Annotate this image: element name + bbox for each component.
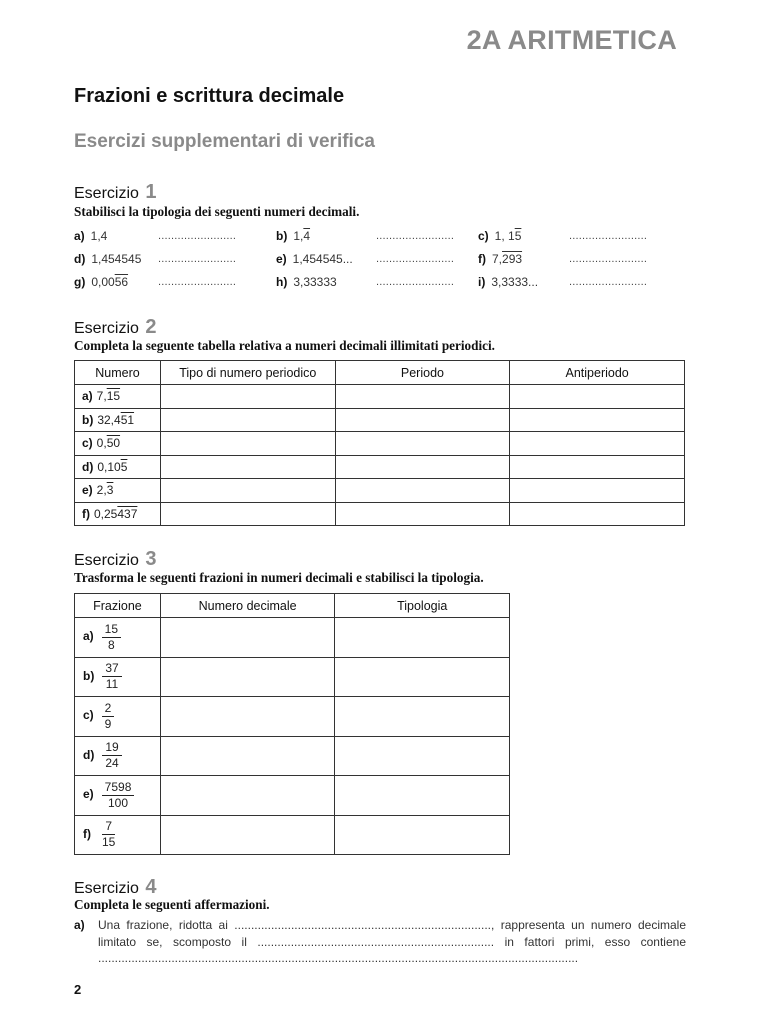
exercise-3-instruction: Trasforma le seguenti frazioni in numeri decimali e stabilisci la tipologia. xyxy=(74,570,484,585)
period-cell xyxy=(335,455,510,479)
denominator: 9 xyxy=(104,716,112,731)
decimal-cell xyxy=(160,657,335,697)
row-label: f) xyxy=(82,506,90,521)
exercise-number: 2 xyxy=(145,316,157,338)
row-label: c) xyxy=(83,708,94,723)
table-row xyxy=(75,736,510,776)
answer-blank: ........................ xyxy=(376,276,455,288)
decimal-value: 1, xyxy=(293,229,304,243)
decimal-value: 7, xyxy=(492,252,503,266)
exercise-1-item xyxy=(74,275,128,289)
period-cell xyxy=(335,479,510,503)
item-label: e) xyxy=(276,252,287,266)
decimal-value: 0,00 xyxy=(91,275,115,289)
answer-blank: ........................ xyxy=(158,230,237,242)
fraction xyxy=(102,780,135,811)
fraction-cell xyxy=(75,815,161,855)
numerator: 7598 xyxy=(102,780,135,796)
section-title: Frazioni e scrittura decimale xyxy=(74,85,345,107)
type-cell xyxy=(160,432,335,456)
exercise-3-table xyxy=(74,593,510,855)
number-cell xyxy=(75,385,161,409)
repeating-period: 56 xyxy=(114,275,129,289)
table-row xyxy=(75,657,510,697)
decimal-value: 1,4 xyxy=(90,229,108,243)
item-label: a) xyxy=(74,918,85,932)
exercise-label: Esercizio xyxy=(74,320,139,337)
exercise-number: 1 xyxy=(145,181,157,203)
type-cell xyxy=(335,657,510,697)
type-cell xyxy=(335,697,510,737)
period-cell xyxy=(335,432,510,456)
exercise-3-heading xyxy=(74,548,156,571)
antiperiod-cell xyxy=(510,385,685,409)
row-label: d) xyxy=(83,747,95,762)
decimal-value: 7, xyxy=(96,389,107,404)
exercise-4-item-a xyxy=(74,917,686,967)
antiperiod-cell xyxy=(510,479,685,503)
decimal-value: 0,25 xyxy=(94,506,118,521)
fraction xyxy=(102,622,121,653)
answer-blank: ........................ xyxy=(569,276,648,288)
number-cell xyxy=(75,479,161,503)
exercise-1-item xyxy=(478,229,521,243)
number-cell xyxy=(75,408,161,432)
row-label: f) xyxy=(83,826,91,841)
exercise-1-item xyxy=(478,252,522,266)
type-cell xyxy=(160,385,335,409)
answer-blank: ........................ xyxy=(376,253,455,265)
exercise-1-item xyxy=(276,252,353,266)
answer-blank: ........................ xyxy=(158,276,237,288)
period-cell xyxy=(335,502,510,526)
exercise-1-item xyxy=(478,275,538,289)
denominator: 11 xyxy=(105,677,119,692)
table-row xyxy=(75,502,685,526)
row-label: e) xyxy=(83,787,94,802)
denominator: 15 xyxy=(102,835,116,850)
denominator: 100 xyxy=(108,795,129,810)
table-row xyxy=(75,479,685,503)
antiperiod-cell xyxy=(510,455,685,479)
exercise-1-item xyxy=(74,252,141,266)
decimal-value: 32,4 xyxy=(97,412,121,427)
numerator: 2 xyxy=(102,701,115,717)
table-row xyxy=(75,618,510,658)
decimal-value: 1,454545... xyxy=(292,252,353,266)
header-antiperiodo: Antiperiodo xyxy=(510,361,685,385)
type-cell xyxy=(335,618,510,658)
repeating-period: 15 xyxy=(106,389,121,404)
item-label: b) xyxy=(276,229,288,243)
table-row xyxy=(75,776,510,816)
subtitle: Esercizi supplementari di verifica xyxy=(74,131,375,152)
row-label: a) xyxy=(82,389,93,404)
type-cell xyxy=(335,776,510,816)
exercise-number: 3 xyxy=(145,548,157,570)
period-cell xyxy=(335,408,510,432)
row-label: a) xyxy=(83,629,94,644)
fraction xyxy=(102,661,121,692)
item-label: f) xyxy=(478,252,486,266)
type-cell xyxy=(335,815,510,855)
number-cell xyxy=(75,502,161,526)
numerator: 7 xyxy=(102,819,115,835)
item-label: h) xyxy=(276,275,288,289)
decimal-cell xyxy=(160,618,335,658)
denominator: 8 xyxy=(108,637,115,652)
answer-blank: ........................ xyxy=(158,253,237,265)
item-label: a) xyxy=(74,229,85,243)
header-numero: Numero xyxy=(75,361,161,385)
type-cell xyxy=(160,408,335,432)
exercise-label: Esercizio xyxy=(74,880,139,897)
fraction xyxy=(99,819,118,850)
exercise-2-instruction: Completa la seguente tabella relativa a numeri decimali illimitati periodici. xyxy=(74,338,495,353)
decimal-cell xyxy=(160,815,335,855)
row-label: b) xyxy=(83,668,95,683)
decimal-value: 1,454545 xyxy=(91,252,142,266)
exercise-4-heading xyxy=(74,876,156,899)
fraction-cell xyxy=(75,697,161,737)
header-tipo: Tipo di numero periodico xyxy=(160,361,335,385)
decimal-value: 3,33333 xyxy=(293,275,337,289)
fraction xyxy=(102,701,115,732)
item-label: g) xyxy=(74,275,86,289)
fraction-cell xyxy=(75,657,161,697)
exercise-number: 4 xyxy=(145,876,157,898)
repeating-period: 50 xyxy=(106,436,121,451)
denominator: 24 xyxy=(105,756,119,771)
fraction-cell xyxy=(75,776,161,816)
repeating-period: 5 xyxy=(514,229,522,243)
decimal-cell xyxy=(160,697,335,737)
table-row xyxy=(75,697,510,737)
antiperiod-cell xyxy=(510,432,685,456)
answer-blank: ........................ xyxy=(569,253,648,265)
decimal-value: 3,3333... xyxy=(491,275,539,289)
exercise-2-heading xyxy=(74,316,156,339)
exercise-1-heading xyxy=(74,181,156,204)
exercise-4-instruction: Completa le seguenti affermazioni. xyxy=(74,897,270,912)
decimal-value: 0,10 xyxy=(97,459,121,474)
numerator: 37 xyxy=(102,661,121,677)
numerator: 19 xyxy=(102,740,121,756)
page-number: 2 xyxy=(74,982,82,997)
exercise-1-instruction: Stabilisci la tipologia dei seguenti numeri decimali. xyxy=(74,204,360,219)
decimal-cell xyxy=(160,776,335,816)
fraction xyxy=(102,740,121,771)
table-row xyxy=(75,408,685,432)
number-cell xyxy=(75,455,161,479)
repeating-period: 3 xyxy=(106,483,114,498)
period-cell xyxy=(335,385,510,409)
item-label: i) xyxy=(478,275,486,289)
table-row xyxy=(75,815,510,855)
fraction-cell xyxy=(75,618,161,658)
repeating-period: 4 xyxy=(303,229,311,243)
row-label: d) xyxy=(82,459,94,474)
decimal-value: 0, xyxy=(96,436,107,451)
item-text: Una frazione, ridotta ai ............................................................................., rappresenta un numero decimale limitato se, scomposto il ....................................................................... in fattori primi, esso contiene ................................................................................................................................................ xyxy=(98,918,686,965)
table-row xyxy=(75,455,685,479)
antiperiod-cell xyxy=(510,408,685,432)
exercise-1-item xyxy=(74,229,107,243)
header-tipologia: Tipologia xyxy=(335,594,510,618)
header-periodo: Periodo xyxy=(335,361,510,385)
exercise-1-item xyxy=(276,229,310,243)
number-cell xyxy=(75,432,161,456)
type-cell xyxy=(160,502,335,526)
repeating-period: 293 xyxy=(502,252,523,266)
repeating-period: 51 xyxy=(120,412,135,427)
numerator: 15 xyxy=(102,622,121,638)
row-label: e) xyxy=(82,483,93,498)
decimal-value: 1, 1 xyxy=(494,229,515,243)
exercise-1-item xyxy=(276,275,337,289)
type-cell xyxy=(335,736,510,776)
item-label: d) xyxy=(74,252,86,266)
decimal-value: 2, xyxy=(96,483,107,498)
antiperiod-cell xyxy=(510,502,685,526)
type-cell xyxy=(160,455,335,479)
item-label: c) xyxy=(478,229,489,243)
exercise-label: Esercizio xyxy=(74,552,139,569)
answer-blank: ........................ xyxy=(376,230,455,242)
table-row xyxy=(75,385,685,409)
header-numero-decimale: Numero decimale xyxy=(160,594,335,618)
decimal-cell xyxy=(160,736,335,776)
repeating-period: 5 xyxy=(120,459,128,474)
chapter-title: 2A ARITMETICA xyxy=(466,25,677,55)
repeating-period: 437 xyxy=(117,506,138,521)
row-label: b) xyxy=(82,412,94,427)
type-cell xyxy=(160,479,335,503)
table-row xyxy=(75,432,685,456)
header-frazione: Frazione xyxy=(75,594,161,618)
fraction-cell xyxy=(75,736,161,776)
exercise-label: Esercizio xyxy=(74,185,139,202)
exercise-2-table xyxy=(74,360,685,526)
answer-blank: ........................ xyxy=(569,230,648,242)
row-label: c) xyxy=(82,436,93,451)
